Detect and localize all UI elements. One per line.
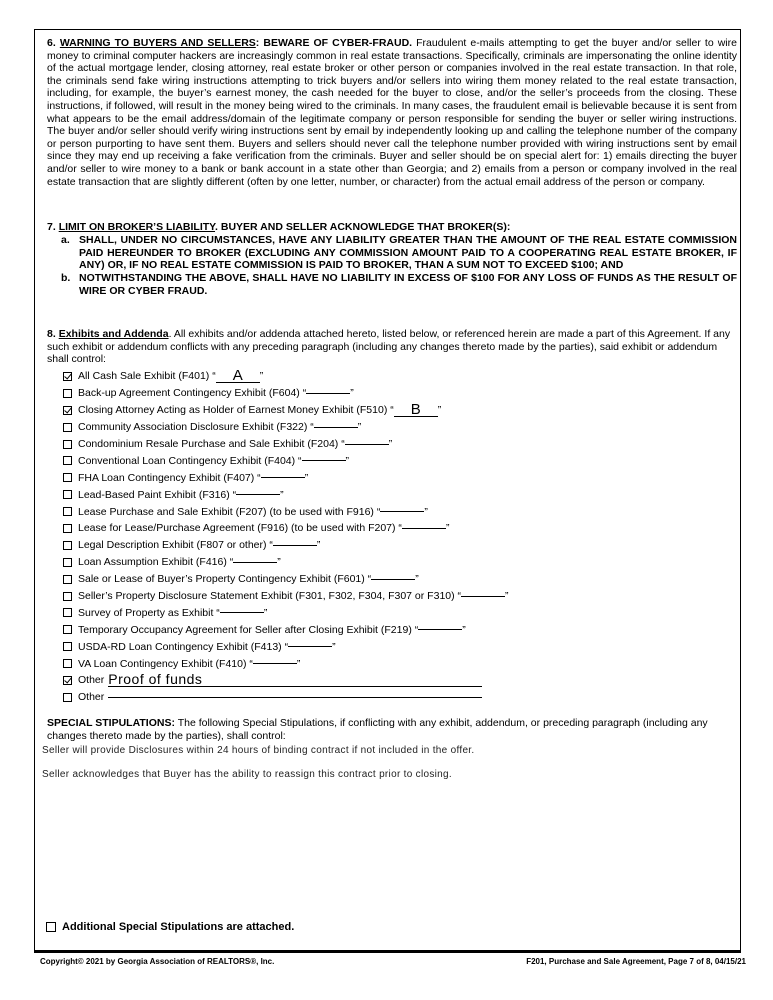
exhibit-label: FHA Loan Contingency Exhibit (F407) “ [78, 471, 261, 484]
additional-stipulations-label: Additional Special Stipulations are attached. [62, 921, 295, 933]
exhibit-label: VA Loan Contingency Exhibit (F410) “ [78, 657, 253, 670]
exhibit-other-item [63, 689, 503, 706]
exhibit-letter-field[interactable] [261, 477, 305, 478]
exhibit-checkbox[interactable] [63, 659, 72, 668]
exhibit-close-quote: ” [388, 438, 393, 450]
exhibit-letter-field[interactable] [371, 579, 415, 580]
exhibit-item [63, 537, 503, 554]
exhibit-label: Loan Assumption Exhibit (F416) “ [78, 556, 234, 569]
exhibit-checkbox[interactable] [63, 423, 72, 432]
exhibit-list [63, 367, 509, 706]
exhibit-checkbox[interactable] [63, 642, 72, 651]
exhibit-item [63, 520, 503, 537]
exhibit-checkbox[interactable] [63, 507, 72, 516]
section-7a [47, 234, 737, 272]
stipulation-line-2[interactable]: Seller acknowledges that Buyer has the ability to reassign this contract prior to closing. [42, 769, 452, 780]
exhibit-item [63, 655, 503, 672]
exhibit-close-quote: ” [437, 404, 442, 417]
exhibit-letter-field[interactable] [253, 663, 297, 664]
exhibit-checkbox[interactable] [63, 490, 72, 499]
other-checkbox[interactable] [63, 693, 72, 702]
section-7a-text: SHALL, UNDER NO CIRCUMSTANCES, HAVE ANY LIABILITY GREATER THAN THE AMOUNT OF THE REAL ESTATE COMMISSION PAID HEREUNDER TO BROKER (EXCLUDING ANY COMMISSION AMOUNT PAID TO A COOPERATING REAL ESTATE BROKER, IF ANY) OR, IF NO REAL ESTATE COMMISSION IS PAID TO BROKER, THAN A SUM NOT TO EXCEED $100; AND [79, 233, 737, 272]
exhibit-label: Legal Description Exhibit (F807 or other) “ [78, 539, 273, 552]
exhibit-item [63, 469, 503, 486]
exhibit-letter-field[interactable]: A [216, 369, 260, 383]
exhibit-letter-field[interactable] [288, 646, 332, 647]
exhibit-item [63, 402, 503, 419]
exhibit-letter-field[interactable] [345, 444, 389, 445]
exhibit-close-quote: ” [296, 657, 301, 670]
section-7a-letter: a. [61, 233, 70, 246]
stipulation-line-1[interactable]: Seller will provide Disclosures within 24 hours of binding contract if not included in the offer. [42, 745, 475, 756]
exhibit-item [63, 486, 503, 503]
section-7b [47, 272, 737, 298]
exhibit-label: Survey of Property as Exhibit “ [78, 606, 220, 619]
section-7-heading: LIMIT ON BROKER’S LIABILITY [58, 221, 216, 233]
footer-form-info: F201, Purchase and Sale Agreement, Page 7 of 8, 04/15/21 [526, 957, 746, 966]
exhibit-close-quote: ” [280, 488, 284, 501]
exhibit-close-quote: ” [350, 387, 354, 400]
exhibit-label: Lead-Based Paint Exhibit (F316) “ [78, 488, 237, 501]
section-8-number: 8. [47, 328, 56, 340]
exhibit-close-quote: ” [316, 539, 321, 552]
exhibit-close-quote: ” [424, 505, 428, 518]
section-7b-letter: b. [61, 272, 71, 285]
exhibit-close-quote: ” [345, 454, 350, 467]
section-6-heading: WARNING TO BUYERS AND SELLERS [59, 37, 256, 49]
exhibit-letter-field[interactable] [380, 511, 424, 512]
exhibit-label: Closing Attorney Acting as Holder of Earnest Money Exhibit (F510) “ [78, 404, 394, 417]
exhibit-checkbox[interactable] [63, 558, 72, 567]
exhibit-close-quote: ” [263, 606, 268, 619]
exhibit-checkbox[interactable] [63, 456, 72, 465]
exhibit-checkbox[interactable] [63, 575, 72, 584]
exhibit-item [63, 452, 503, 469]
exhibit-checkbox[interactable] [63, 406, 72, 415]
exhibit-checkbox[interactable] [63, 625, 72, 634]
exhibit-close-quote: ” [505, 590, 509, 603]
exhibit-checkbox[interactable] [63, 608, 72, 617]
exhibit-letter-field[interactable] [314, 427, 358, 428]
exhibit-label: Conventional Loan Contingency Exhibit (F404) “ [78, 454, 302, 467]
exhibit-letter-field[interactable] [418, 629, 462, 630]
other-checkbox[interactable] [63, 676, 72, 685]
exhibit-checkbox[interactable] [63, 541, 72, 550]
exhibit-item [63, 368, 503, 385]
exhibit-letter-field[interactable] [236, 494, 280, 495]
exhibit-label: Lease for Lease/Purchase Agreement (F916) (to be used with F207) “ [78, 522, 402, 535]
exhibit-label: Back-up Agreement Contingency Exhibit (F604) “ [78, 387, 307, 400]
exhibit-letter-field[interactable] [402, 528, 446, 529]
other-label: Other [78, 674, 105, 687]
exhibit-letter-field[interactable] [273, 545, 317, 546]
exhibit-letter-field[interactable] [220, 612, 264, 613]
section-7-heading-rest: . BUYER AND SELLER ACKNOWLEDGE THAT BROKER(S): [215, 221, 511, 233]
footer-divider [34, 951, 741, 953]
exhibit-item [63, 571, 503, 588]
exhibit-item [63, 604, 503, 621]
exhibit-item [63, 621, 503, 638]
exhibit-letter-field[interactable] [233, 562, 277, 563]
exhibit-label: Lease Purchase and Sale Exhibit (F207) (to be used with F916) “ [78, 505, 381, 518]
exhibit-close-quote: ” [332, 640, 336, 653]
exhibit-label: Seller’s Property Disclosure Statement Exhibit (F301, F302, F304, F307 or F310) “ [78, 590, 462, 603]
other-field[interactable]: Proof of funds [108, 673, 482, 687]
exhibit-close-quote: ” [445, 522, 450, 535]
exhibit-close-quote: ” [357, 421, 362, 434]
section-8-body: . All exhibits and/or addenda attached hereto, listed below, or referenced herein are made a part of this Agreement. If any such exhibit or addendum conflicts with any preceding paragraph (including any changes thereto made by the parties), said exhibit or addendum shall control: [47, 328, 731, 366]
exhibit-close-quote: ” [259, 370, 264, 383]
exhibit-item [63, 638, 503, 655]
exhibit-item [63, 385, 503, 402]
exhibit-item [63, 503, 503, 520]
other-field[interactable] [108, 697, 482, 698]
exhibit-checkbox[interactable] [63, 440, 72, 449]
exhibit-checkbox[interactable] [63, 473, 72, 482]
exhibit-letter-field[interactable] [306, 393, 350, 394]
exhibit-label: Community Association Disclosure Exhibit (F322) “ [78, 421, 314, 434]
section-6 [47, 37, 737, 188]
exhibit-letter-field[interactable]: B [394, 403, 438, 417]
section-6-heading-rest: : BEWARE OF CYBER-FRAUD. [255, 37, 413, 49]
exhibit-close-quote: ” [462, 623, 466, 636]
exhibit-close-quote: ” [304, 471, 309, 484]
exhibit-label: All Cash Sale Exhibit (F401) “ [78, 370, 216, 383]
exhibit-item [63, 419, 503, 436]
section-7b-text: NOTWITHSTANDING THE ABOVE, SHALL HAVE NO LIABILITY IN EXCESS OF $100 FOR ANY LOSS OF FUNDS AS THE RESULT OF WIRE OR CYBER FRAUD. [79, 272, 737, 297]
section-8 [47, 328, 737, 366]
exhibit-label: Temporary Occupancy Agreement for Seller after Closing Exhibit (F219) “ [78, 623, 419, 636]
exhibit-item [63, 588, 509, 605]
exhibit-letter-field[interactable] [461, 596, 505, 597]
exhibit-label: Condominium Resale Purchase and Sale Exhibit (F204) “ [78, 438, 345, 450]
footer-copyright: Copyright© 2021 by Georgia Association of REALTORS®, Inc. [40, 957, 275, 966]
exhibit-checkbox[interactable] [63, 524, 72, 533]
section-7 [47, 221, 737, 298]
additional-stipulations-checkbox[interactable] [46, 922, 56, 932]
exhibit-item [63, 436, 503, 453]
exhibit-letter-field[interactable] [302, 460, 346, 461]
exhibit-close-quote: ” [277, 556, 281, 569]
exhibit-item [63, 554, 503, 571]
section-6-number: 6. [47, 37, 56, 49]
special-stipulations-body: The following Special Stipulations, if conflicting with any exhibit, addendum, or preceding paragraph (including any changes thereto made by the parties), shall control: [47, 717, 708, 742]
exhibit-checkbox[interactable] [63, 372, 72, 381]
exhibit-other-item [63, 672, 503, 689]
additional-stipulations [46, 921, 294, 933]
exhibit-checkbox[interactable] [63, 592, 72, 601]
section-7-number: 7. [47, 221, 56, 233]
special-stipulations-heading: SPECIAL STIPULATIONS: [47, 717, 175, 729]
section-8-heading: Exhibits and Addenda [58, 328, 169, 340]
exhibit-label: Sale or Lease of Buyer’s Property Contingency Exhibit (F601) “ [78, 573, 372, 586]
other-label: Other [78, 691, 105, 704]
exhibit-checkbox[interactable] [63, 389, 72, 398]
special-stipulations [47, 717, 737, 743]
exhibit-label: USDA-RD Loan Contingency Exhibit (F413) “ [78, 640, 289, 653]
section-6-body: Fraudulent e-mails attempting to get the buyer and/or seller to wire money to criminal computer hackers are increasingly common in real estate transactions. Specifically, criminals are impersonating the online identity of the actual mortgage lender, closing attorney, real estate broker or other person or companies involved in the real estate transaction. In that role, the criminals send fake wiring instructions attempting to trick buyers and/or sellers into wiring them money related to the real estate transaction, including, for example, the buyer’s earnest money, the cash needed for the buyer to close, and/or the seller’s proceeds from the closing. These instructions, if followed, will result in the money being wired to the criminals. In many cases, the fraudulent email is believable because it is sent from what appears to be the email address/domain of the legitimate company or person responsible for sending the buyer or seller wiring instructions. The buyer and/or seller should verify wiring instructions sent by email by independently looking up and calling the telephone number of the company or person purporting to have sent them. Buyers and sellers should never call the telephone number provided with wiring instructions sent by email since they may end up receiving a fake verification from the criminals. Buyer and seller should be on special alert for: 1) emails directing the buyer and/or seller to wire money to a bank or bank account in a state other than Georgia; and 2) emails from a person or company involved in the real estate transaction that are slightly different (often by one letter, number, or character) from the actual email address of the person or company. [47, 37, 737, 188]
exhibit-close-quote: ” [415, 573, 419, 586]
